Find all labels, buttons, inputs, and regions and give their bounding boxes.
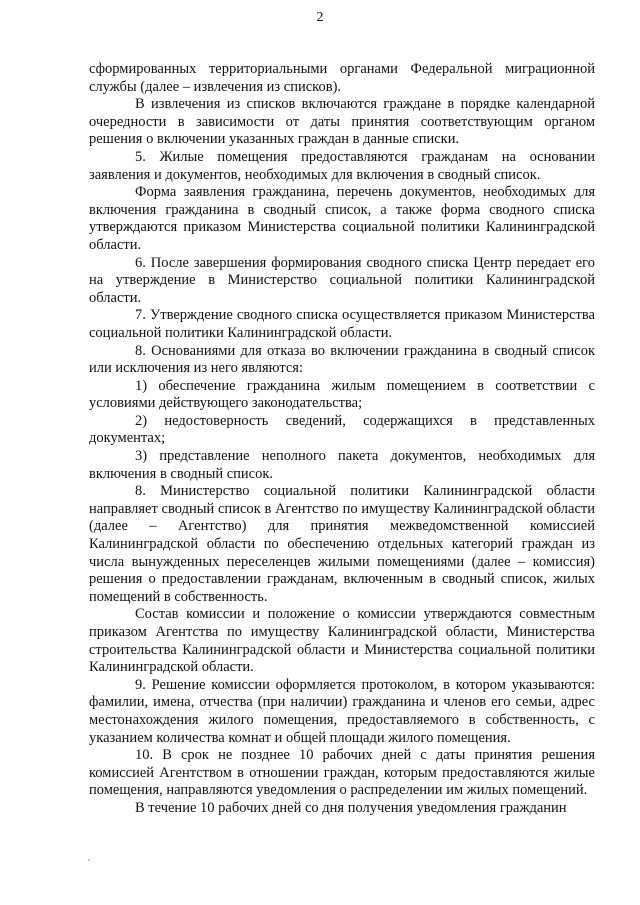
scan-mark: ` <box>87 858 91 870</box>
paragraph: В течение 10 рабочих дней со дня получения уведомления гражданин <box>135 799 567 816</box>
list-item: 2) недостоверность сведений, содержащихся в представленных документах; <box>89 412 595 447</box>
paragraph: 8. Основаниями для отказа во включении гражданина в сводный список или исключения из него являются: <box>89 342 595 377</box>
paragraph: 8. Министерство социальной политики Калининградской области направляет сводный список в Агентство по имуществу Калининградской области (далее – Агентство) для принятия межведомственной комиссией Калининградской области по обеспечению отдельных категорий граждан из числа вынужденных переселенцев жилыми помещениями (далее – комиссия) решения о предоставлении гражданам, включенным в сводный список, жилых помещений в собственность. <box>89 483 595 605</box>
paragraph: 9. Решение комиссии оформляется протоколом, в котором указываются: фамилии, имена, отчества (при наличии) гражданина и членов его семьи, адрес местонахождения жилого помещения, предоставляемого в собственность, с указанием количества комнат и общей площади жилого помещения. <box>89 676 595 746</box>
list-item: 1) обеспечение гражданина жилым помещением в соответствии с условиями действующего законодательства; <box>89 377 595 412</box>
paragraph: Форма заявления гражданина, перечень документов, необходимых для включения гражданина в сводный список, а также форма сводного списка утверждаются приказом Министерства социальной политики Калининградской области. <box>89 184 595 253</box>
paragraph: сформированных территориальными органами Федеральной миграционной службы (далее – извлечения из списков). <box>89 61 595 95</box>
document-body <box>89 61 595 818</box>
paragraph: Состав комиссии и положение о комиссии утверждаются совместным приказом Агентства по имуществу Калининградской области, Министерства строительства Калининградской области и Министерства социальной политики Калининградской области. <box>89 606 595 676</box>
paragraph: В извлечения из списков включаются граждане в порядке календарной очередности в зависимости от даты принятия соответствующим органом решения о включении указанных граждан в данные списки. <box>89 96 595 148</box>
paragraph: 5. Жилые помещения предоставляются гражданам на основании заявления и документов, необходимых для включения в сводный список. <box>89 148 595 183</box>
paragraph: 10. В срок не позднее 10 рабочих дней с даты принятия решения комиссией Агентством в отношении граждан, которым предоставляются жилые помещения, направляются уведомления о распределении им жилых помещений. <box>89 747 595 799</box>
list-item: 3) представление неполного пакета документов, необходимых для включения в сводный список. <box>89 448 595 482</box>
paragraph: 6. После завершения формирования сводного списка Центр передает его на утверждение в Министерство социальной политики Калининградской области. <box>89 254 595 306</box>
paragraph: 7. Утверждение сводного списка осуществляется приказом Министерства социальной политики Калининградской области. <box>89 307 595 341</box>
page-number: 2 <box>316 10 324 25</box>
